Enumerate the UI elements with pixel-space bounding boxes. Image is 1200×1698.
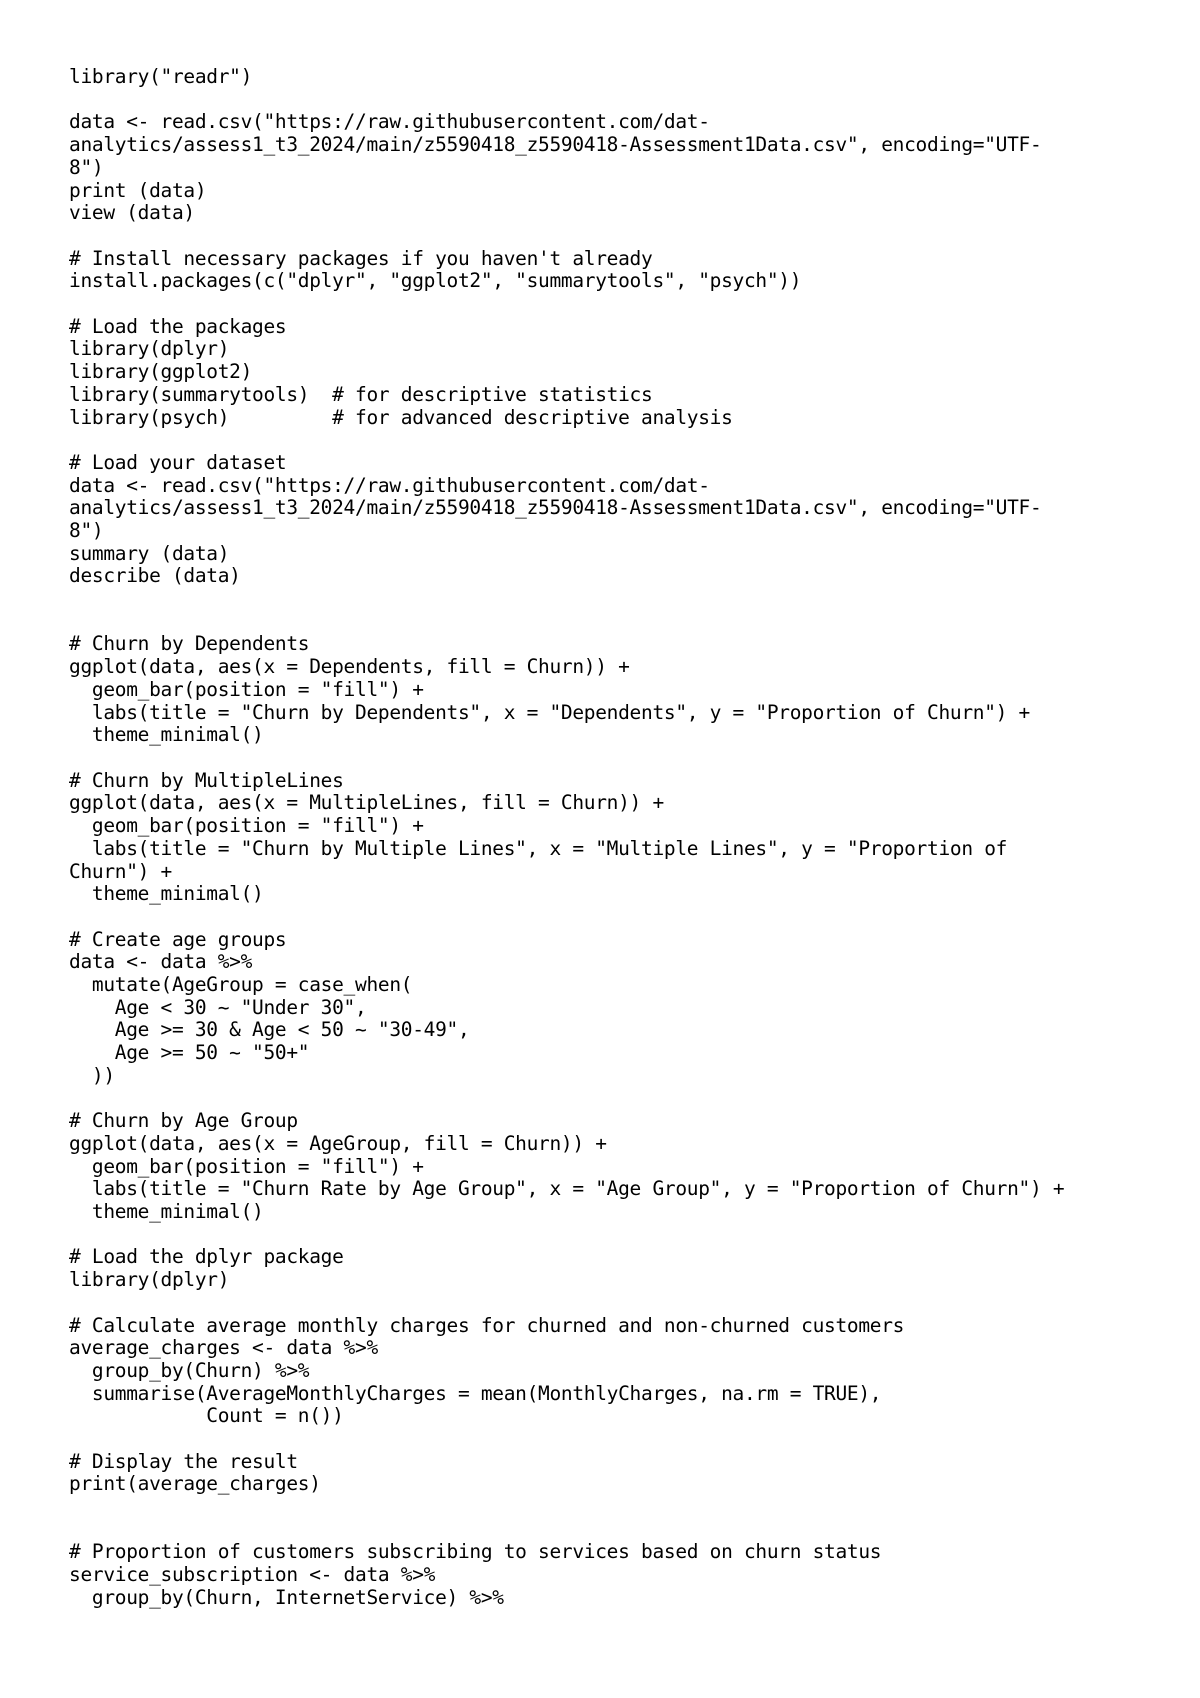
code-line: )) <box>69 1063 115 1087</box>
code-line: data <- read.csv("https://raw.githubusercontent.com/dat- <box>69 110 710 134</box>
code-line: geom_bar(position = "fill") + <box>69 677 424 701</box>
code-line: # Load the dplyr package <box>69 1245 344 1269</box>
code-line: 8") <box>69 519 104 542</box>
code-line: library(dplyr) <box>69 1268 230 1292</box>
code-line: analytics/assess1_t3_2024/main/z5590418_z5590418-Assessment1Data.csv", encoding="UTF- <box>69 496 1042 520</box>
code-line: mutate(AgeGroup = case_when( <box>69 973 413 996</box>
code-line: theme_minimal() <box>69 1200 264 1224</box>
code-line: view (data) <box>69 201 195 225</box>
code-line: Count = n()) <box>69 1404 344 1428</box>
code-line: # Install necessary packages if you haven't already <box>69 246 653 270</box>
code-line: theme_minimal() <box>69 723 264 747</box>
code-line: # Create age groups <box>69 927 287 951</box>
code-line: ggplot(data, aes(x = Dependents, fill = Churn)) + <box>69 655 630 679</box>
code-line <box>69 588 1179 611</box>
code-line: print(average_charges) <box>69 1472 321 1496</box>
code-line: # Display the result <box>69 1449 298 1473</box>
code-line: Age < 30 ~ "Under 30", <box>69 995 367 1019</box>
code-line: # Load the packages <box>69 314 287 338</box>
code-line <box>69 1292 1179 1315</box>
code-line: # Proportion of customers subscribing to services based on churn status <box>69 1540 882 1564</box>
code-line: summary (data) <box>69 541 230 565</box>
code-line: describe (data) <box>69 564 241 588</box>
code-line: library(summarytools) # for descriptive statistics <box>69 382 653 406</box>
code-line: group_by(Churn, InternetService) %>% <box>69 1585 504 1609</box>
code-line <box>69 1496 1179 1519</box>
code-line: analytics/assess1_t3_2024/main/z5590418_z5590418-Assessment1Data.csv", encoding="UTF- <box>69 133 1042 157</box>
code-line <box>69 611 1179 634</box>
code-line: library(psych) # for advanced descriptive analysis <box>69 405 733 429</box>
code-line: data <- data %>% <box>69 950 253 974</box>
code-line: geom_bar(position = "fill") + <box>69 1154 424 1178</box>
code-line: Churn") + <box>69 859 172 883</box>
code-line: ggplot(data, aes(x = AgeGroup, fill = Churn)) + <box>69 1131 607 1155</box>
code-line <box>69 1088 1179 1111</box>
code-line <box>69 1428 1179 1451</box>
code-line <box>69 225 1179 248</box>
code-line: # Churn by Age Group <box>69 1109 298 1133</box>
code-line: labs(title = "Churn Rate by Age Group", x = "Age Group", y = "Proportion of Churn") + <box>69 1177 1065 1201</box>
code-line: library("readr") <box>69 65 253 88</box>
code-line <box>69 429 1179 452</box>
code-line: labs(title = "Churn by Dependents", x = "Dependents", y = "Proportion of Churn") + <box>69 700 1030 724</box>
code-line: labs(title = "Churn by Multiple Lines", x = "Multiple Lines", y = "Proportion of <box>69 836 1008 860</box>
code-line <box>69 1519 1179 1542</box>
code-line <box>69 89 1179 112</box>
code-line: geom_bar(position = "fill") + <box>69 814 424 838</box>
code-line: Age >= 30 & Age < 50 ~ "30-49", <box>69 1018 470 1042</box>
code-line: data <- read.csv("https://raw.githubusercontent.com/dat- <box>69 473 710 497</box>
code-line <box>69 906 1179 929</box>
code-line: theme_minimal() <box>69 882 264 906</box>
code-line: install.packages(c("dplyr", "ggplot2", "summarytools", "psych")) <box>69 269 802 293</box>
code-line <box>69 293 1179 316</box>
code-line: library(ggplot2) <box>69 360 253 384</box>
code-line: # Churn by Dependents <box>69 632 310 656</box>
code-line: summarise(AverageMonthlyCharges = mean(MonthlyCharges, na.rm = TRUE), <box>69 1381 882 1405</box>
code-line <box>69 1224 1179 1247</box>
code-line: group_by(Churn) %>% <box>69 1358 310 1382</box>
code-line: Age >= 50 ~ "50+" <box>69 1041 310 1065</box>
code-line: 8") <box>69 155 104 179</box>
code-line: service_subscription <- data %>% <box>69 1563 436 1587</box>
code-line: ggplot(data, aes(x = MultipleLines, fill = Churn)) + <box>69 791 664 815</box>
code-line: # Churn by MultipleLines <box>69 768 344 792</box>
code-line: # Calculate average monthly charges for churned and non-churned customers <box>69 1313 905 1337</box>
code-line: print (data) <box>69 178 207 202</box>
code-line: average_charges <- data %>% <box>69 1336 378 1360</box>
code-line: # Load your dataset <box>69 450 287 474</box>
code-line: library(dplyr) <box>69 337 230 361</box>
code-listing <box>69 66 1179 1610</box>
code-line <box>69 747 1179 770</box>
